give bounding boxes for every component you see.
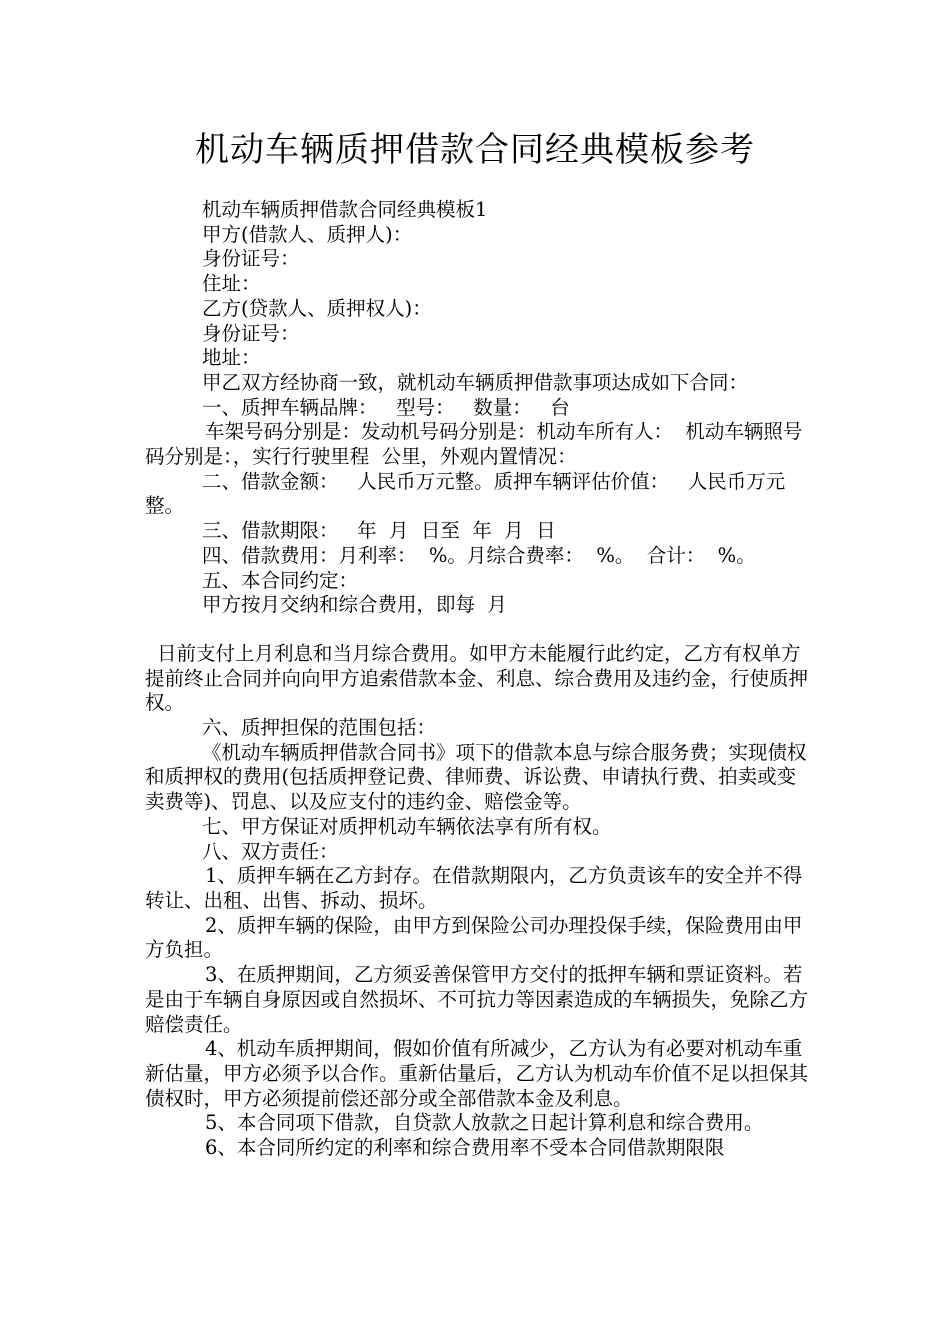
clause-8-heading: 八、双方责任： bbox=[202, 839, 339, 863]
party-b-line: 乙方(贷款人、质押权人)： bbox=[202, 296, 432, 320]
clause-8-item-4: 4、机动车质押期间，假如价值有所减少，乙方认为有必要对机动车重新估量，甲方必须予以合作。重新估量后，乙方认为机动车价值不足以担保其债权时，甲方必须提前偿还部分或全部借款本金及利息。 bbox=[145, 1037, 809, 1110]
party-b-id-line: 身份证号： bbox=[202, 321, 300, 345]
party-b-address-line: 地址： bbox=[202, 346, 261, 370]
agreement-intro: 甲乙双方经协商一致，就机动车辆质押借款事项达成如下合同： bbox=[202, 370, 749, 394]
clause-1-details: 车架号码分别是：发动机号码分别是：机动车所有人： 机动车辆照号码分别是：，实行行驶里程 公里，外观内置情况： bbox=[145, 420, 803, 469]
clause-5-text-a: 甲方按月交纳和综合费用，即每 月 bbox=[202, 593, 507, 617]
party-a-address-line: 住址： bbox=[202, 272, 261, 296]
clause-6-text: 《机动车辆质押借款合同书》项下的借款本息与综合服务费；实现债权和质押权的费用(包括质押登记费、律师费、诉讼费、申请执行费、拍卖或变卖费等)、罚息、以及应支付的违约金、赔偿金等。 bbox=[145, 740, 807, 814]
clause-8-item-5: 5、本合同项下借款，自贷款人放款之日起计算利息和综合费用。 bbox=[205, 1111, 764, 1135]
clause-2-amount: 二、借款金额： 人民币万元整。质押车辆评估价值： 人民币万元整。 bbox=[145, 469, 786, 518]
clause-8-item-3: 3、在质押期间，乙方须妥善保管甲方交付的抵押车辆和票证资料。若是由于车辆自身原因或自然损坏、不可抗力等因素造成的车辆损失，免除乙方赔偿责任。 bbox=[145, 963, 809, 1036]
clause-8-item-6: 6、本合同所约定的利率和综合费用率不受本合同借款期限限 bbox=[205, 1136, 725, 1160]
clause-8-item-1: 1、质押车辆在乙方封存。在借款期限内，乙方负责该车的安全并不得转让、出租、出售、拆动、损坏。 bbox=[145, 864, 803, 912]
clause-8-item-2: 2、质押车辆的保险，由甲方到保险公司办理投保手续，保险费用由甲方负担。 bbox=[145, 913, 803, 962]
clause-1-vehicle: 一、质押车辆品牌： 型号： 数量： 台 bbox=[202, 395, 570, 419]
paragraph-gap bbox=[145, 618, 813, 642]
clause-5-heading: 五、本合同约定： bbox=[202, 568, 359, 592]
clause-4-fees: 四、借款费用：月利率： %。月综合费率： %。 合计： %。 bbox=[202, 543, 756, 567]
party-a-id-line: 身份证号： bbox=[202, 247, 300, 271]
party-a-line: 甲方(借款人、质押人)： bbox=[202, 222, 413, 246]
clause-6-heading: 六、质押担保的范围包括： bbox=[202, 716, 437, 740]
clause-5-text-b: 日前支付上月利息和当月综合费用。如甲方未能履行此约定，乙方有权单方提前终止合同并向向甲方追索借款本金、利息、综合费用及违约金，行使质押权。 bbox=[145, 641, 809, 715]
clause-7-text: 七、甲方保证对质押机动车辆依法享有所有权。 bbox=[202, 814, 612, 838]
clause-3-term: 三、借款期限： 年 月 日至 年 月 日 bbox=[202, 519, 556, 543]
subtitle-paragraph: 机动车辆质押借款合同经典模板1 bbox=[202, 198, 488, 221]
document-title: 机动车辆质押借款合同经典模板参考 bbox=[195, 130, 755, 170]
document-body bbox=[145, 198, 813, 1161]
